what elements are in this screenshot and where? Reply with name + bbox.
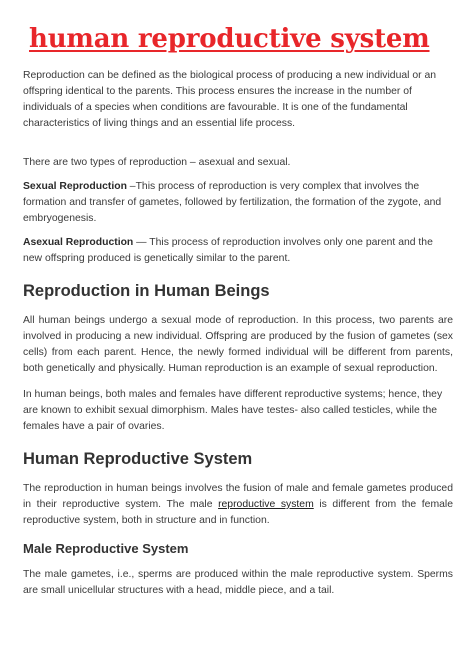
human-beings-paragraph-1: All human beings undergo a sexual mode of reproduction. In this process, two parents are involved in producing a new individual. Offspring are produced by the fusion of gametes (sex cells) from each parent. Hence, the newly formed individual will be different from parents, both genetically and physically. Human reproduction is an example of sexual reproduction. [23,315,453,374]
document-page [23,22,453,599]
asexual-reproduction-text: — This process of reproduction involves only one parent and the new offspring produced is genetically similar to the parent. [23,237,433,264]
heading-male-reproductive-system: Male Reproductive System [23,541,189,556]
heading-human-reproductive-system: Human Reproductive System [23,450,253,468]
human-beings-paragraph-2: In human beings, both males and females have different reproductive systems; hence, they are known to exhibit sexual dimorphism. Males have testes- also called testicles, while the females have a pair of ovaries. [23,389,443,432]
reproductive-system-link[interactable]: reproductive system [218,499,314,510]
types-paragraph: There are two types of reproduction – asexual and sexual. [23,157,291,168]
asexual-reproduction-term: Asexual Reproduction [23,237,134,248]
sexual-reproduction-term: Sexual Reproduction [23,181,127,192]
reproductive-system-text-after: is different from the female reproductive system, both in structure and in function. [23,499,453,526]
reproductive-system-paragraph [23,481,453,529]
sexual-reproduction-paragraph [23,179,453,227]
asexual-reproduction-paragraph [23,235,453,267]
male-reproductive-system-paragraph: The male gametes, i.e., sperms are produced within the male reproductive system. Sperms are small unicellular structures with a head, middle piece, and a tail. [23,569,453,596]
intro-paragraph: Reproduction can be defined as the biological process of producing a new individual or an offspring identical to the parents. This process ensures the increase in the number of individuals of a species when conditions are favourable. It is one of the fundamental characteristics of living things and an essential life process. [23,70,437,129]
sexual-reproduction-text: –This process of reproduction is very complex that involves the formation and transfer of gametes, followed by fertilization, the formation of the zygote, and embryogenesis. [23,181,442,224]
heading-reproduction-in-human-beings: Reproduction in Human Beings [23,282,270,300]
reproductive-system-text-before: The reproduction in human beings involves the fusion of male and female gametes produced in their reproductive system. The male [23,483,453,510]
page-title: human reproductive system [29,24,430,54]
